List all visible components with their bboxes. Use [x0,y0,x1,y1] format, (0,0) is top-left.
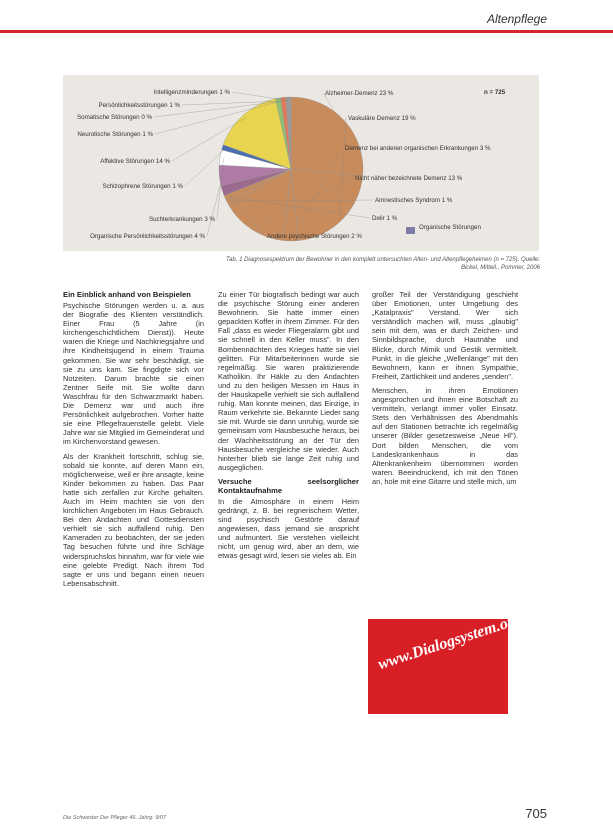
pie-slice [291,169,363,241]
advertisement-banner[interactable] [368,610,524,714]
slice-label: Demenz bei anderen organischen Erkrankungen 3 % [345,145,491,152]
paragraph: Menschen, in ihren Emotionen angesprochen und ihnen eine Botschaft zu vermitteln, verlangt immer voller Einsatz. Stets den Verhältnissen des Abendmahls auf den Stationen betrachte ich regelmäßig unserer (Bilder gesetzesweise „Neue Hl"). Dort bilden Menschen, die vom Landeskrankenhaus in das Altenkrankenheim übernommen worden waren. Beeindruckend, ich mit den Tönen an, hole mit eine Gitarre und stelle mich, um [372,385,518,486]
slice-label: Alzheimer-Demenz 23 % [325,90,394,97]
paragraph: großer Teil der Verständigung geschieht über Emotionen, unter Umgebung des „Katalpraxis" Verstand. Wer sich verständlich machen will, muss „glaubig" sein mit dem, was er durch Zeichen- und Sinnbildsprache, durch Hautnähe und Blicke, durch Mimik und Gestik vermittelt. Punkt, in die gleiche „Wellenlänge" mit den Bewohnern, kann er ihnen Sympathie, Freiheit, Zärtlichkeit und anderes „senden". [372,290,518,381]
ad-url[interactable]: www.Dialogsystem.org [376,610,524,674]
text-column-2 [218,290,359,566]
page-number: 705 [525,806,547,821]
slice-label: Vaskuläre Demenz 19 % [348,115,416,122]
slice-label: Andere psychische Störungen 2 % [267,233,362,240]
section-title: Altenpflege [486,12,547,26]
slice-label: Nicht näher bezeichnete Demenz 13 % [355,175,463,182]
legend-swatch [406,227,415,234]
paragraph: In die Atmosphäre in einem Heim gedrängt, z. B. bei regnerischem Wetter, sind psychisch Gestörte darauf angewiesen, dass jemand sie anspricht und aufmuntert. Sie verstehen vielleicht nicht, um genug wird, aber an dem, wie etwas gesagt wird, lesen sie vieles ab. Ein [218,496,359,561]
paragraph: Psychische Störungen werden u. a. aus der Biografie des Klienten verständlich. Einer Frau (5 Jahre (in kirchengeschichtlichem Dienst)). Heute waren die Kriege und Nachkriegsjahre und ihre Kindheitsjugend in einem Trauma gekommen. Sie war sehr beschädigt, sie sie zu uns kam. Sie fingdigte sich vor Notzeiten. Darum brachte sie einen Zentner Seife mit. Sie wollte dann Waschfrau für den Schwarzmarkt haben. Die Demenz war und auch ihre Persönlichkeit aufgebrochen. Vorher hatte sie eine Pflegefrauenstelle gelebt. Viele Jahre war sie Mitglied im Gemeinderat und im Kirchenvorstand gewesen. [63,301,204,447]
text-column-1 [63,290,204,593]
leader-line [232,92,289,101]
slice-label: Organische Persönlichkeitsstörungen 4 % [90,233,205,240]
pie-slice [291,97,363,175]
slice-label: Persönlichkeitsstörungen 1 % [98,102,180,109]
text-column-3 [372,290,518,491]
slice-label: Intelligenzminderungen 1 % [153,89,230,96]
slice-label: Amnestisches Syndrom 1 % [375,197,453,204]
slice-label: Neurotische Störungen 1 % [77,131,153,138]
section-heading: Versuche seelsorglicher Kontaktaufnahme [218,476,359,495]
paragraph: Als der Krankheit fortschritt, schlug sie, sobald sie konnte, auf deren Mann ein, möglicherweise, weil er ihre ansagte, keine Kinder bekommen zu haben. Das Paar hatte sich zerfallen zur Kirche gehalten. Auch im Heim machten sie von den kirchlichen Angeboten im Haus Gebrauch. Bei den Andachten und Gottesdiensten verhielt sie sich auffallend ruhig. Den Kameraden zu beobachten, der sie jeden Tag besuchen führte und ihre Schläge widerspruchslos hinnahm, war für viele wie eine gelebte Predigt. Nach ihrem Tod sagte er uns und begann einen neuen Lebensabschnitt. [63,451,204,588]
n-label: n = 725 [484,89,506,96]
slice-label: Suchterkrankungen 3 % [148,216,215,223]
paragraph: Zu einer Tür biografisch bedingt war auch die psychische Störung einer anderen Bewohnerin. Sie hatte immer einen gepackten Koffer in ihrem Zimmer. Für den Fall „dass es wieder Fliegeralarm gibt und sie schnell in den Keller muss". In den Bombennächten des Krieges hatte sie viel gelitten. Für Mitarbeiterinnen wurde sie regelmäßig. Sie waren praktizierende Katholikin. Ihr Häkle zu den Andachten und zu den heiligen Messen im Haus in der Hauskapelle verhielt sie sich auffallend ruhig. Man konnte meinen, das Einzige, in Raum verkehrte sie. Bekannte Lieder sang sie mit. Wurde sie dann unruhig, wurde sie gemeinsam vom Hausbesuche heraus, bei der Wachheitsstörung an der Tür den Hausbesuche vergleiche sie wieder. Auch hinterher blieb sie lange Zeit ruhig und ausgeglichen. [218,290,359,472]
slice-label: Delir 1 % [372,215,398,222]
leader-line [207,175,223,236]
slice-label: Schizophrene Störungen 1 % [102,183,183,190]
figure-caption: Tab. 1 Diagnosespektrum der Bewohner in den komplett untersuchten Alten- und Altenpflegeheimen (n = 725). Quelle: Bickel, Mitteil., Pommer, 2006 [225,257,540,271]
footer-citation: Die Schwester Der Pfleger 46. Jahrg. 9/07 [63,815,167,821]
slice-label: Somatische Störungen 0 % [77,114,152,121]
section-heading: Ein Einblick anhand von Beispielen [63,290,191,299]
pie-chart [63,75,539,251]
slice-label: Affektive Störungen 14 % [100,158,170,165]
legend-label: Organische Störungen [419,224,481,231]
header-rule [0,30,613,33]
